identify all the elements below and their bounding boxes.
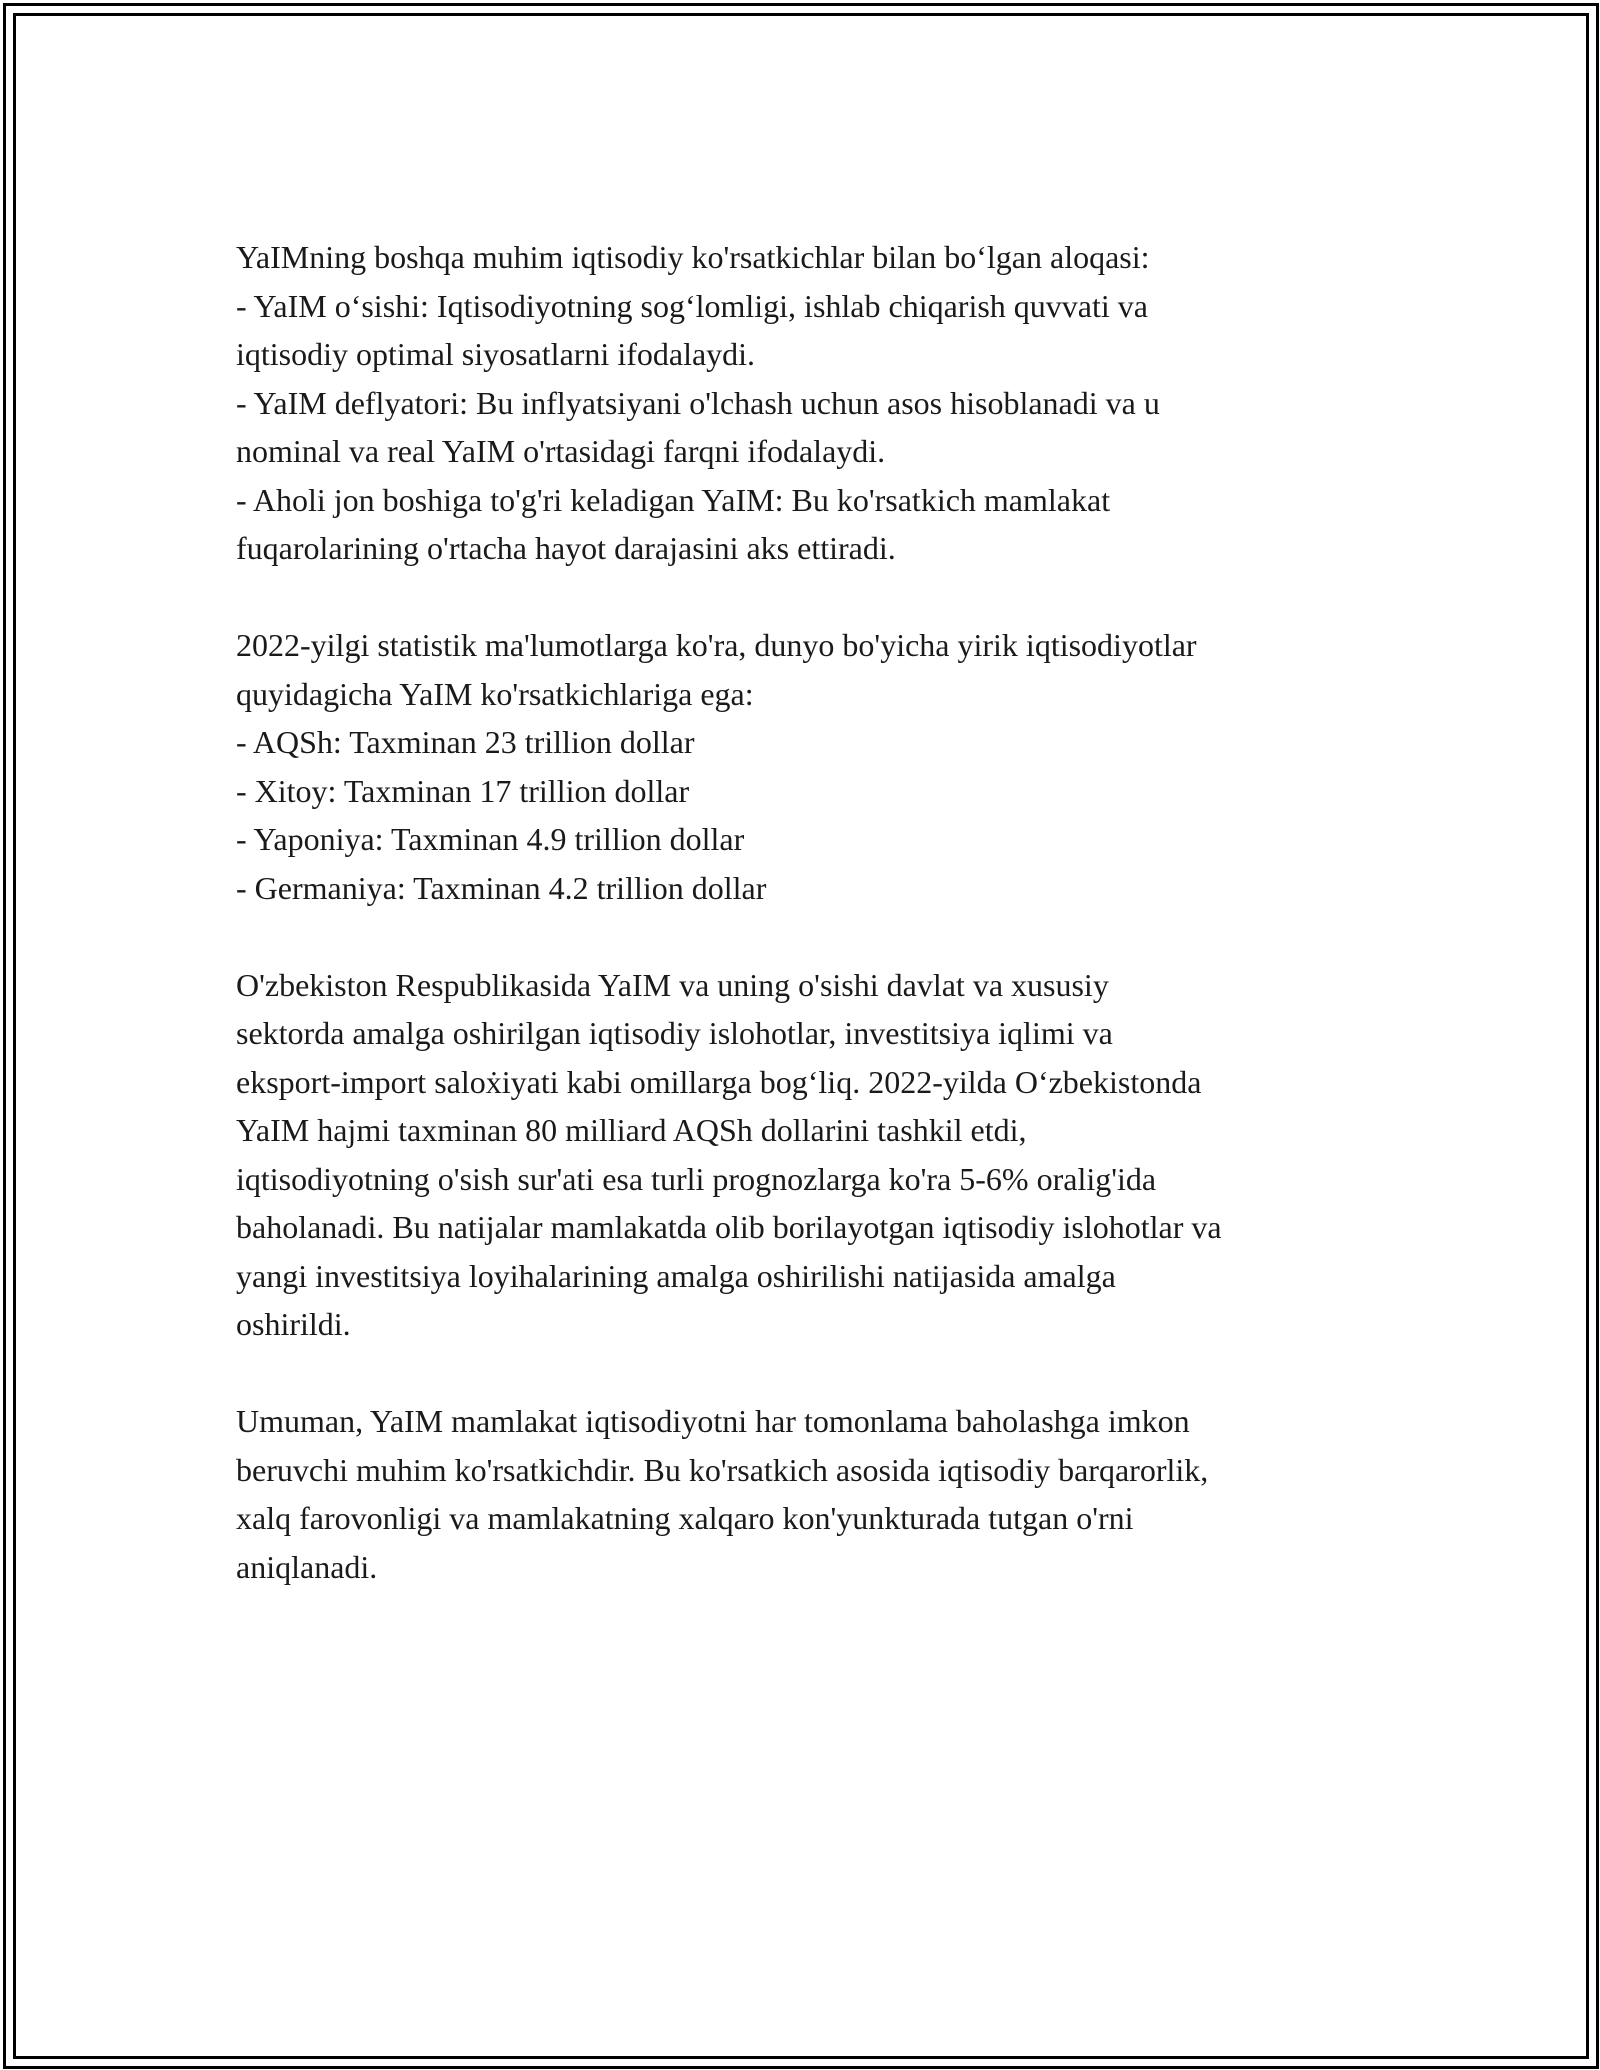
text-line: 2022-yilgi statistik ma'lumotlarga ko'ra, dunyo bo'yicha yirik iqtisodiyotlar xyxy=(236,627,1197,663)
text-line: eksport-import saloẋiyati kabi omillarga bog‘liq. 2022-yilda O‘zbekistonda xyxy=(236,1063,1202,1100)
text-line: iqtisodiyotning o'sish sur'ati esa turli prognozlarga ko'ra 5-6% oralig'ida xyxy=(236,1160,1157,1197)
text-line: iqtisodiy optimal siyosatlarni ifodalaydi. xyxy=(236,336,756,372)
text-line: - Aholi jon boshiga to'g'ri keladigan YaIM: Bu ko'rsatkich mamlakat xyxy=(236,481,1111,518)
text-line: beruvchi muhim ko'rsatkichdir. Bu ko'rsatkich asosida iqtisodiy barqarorlik, xyxy=(236,1451,1209,1488)
paragraph-world-gdp-2022 xyxy=(236,621,1386,912)
paragraph-conclusion xyxy=(236,1397,1386,1591)
text-line: baholanadi. Bu natijalar mamlakatda olib borilayotgan iqtisodiy islohotlar va xyxy=(236,1209,1222,1245)
text-line: - YaIM o‘sishi: Iqtisodiyotning sog‘lomligi, ishlab chiqarish quvvati va xyxy=(236,287,1148,324)
list-item: - AQSh: Taxminan 23 trillion dollar xyxy=(236,724,695,760)
text-line: fuqarolarining o'rtacha hayot darajasini aks ettiradi. xyxy=(236,530,896,566)
text-line: O'zbekiston Respublikasida YaIM va uning o'sishi davlat va xususiy xyxy=(236,966,1109,1003)
text-line: Umuman, YaIM mamlakat iqtisodiyotni har tomonlama baholashga imkon xyxy=(236,1403,1190,1439)
text-line: yangi investitsiya loyihalarining amalga oshirilishi natijasida amalga xyxy=(236,1257,1116,1294)
text-line: quyidagicha YaIM ko'rsatkichlariga ega: xyxy=(236,675,754,712)
text-line: YaIMning boshqa muhim iqtisodiy ko'rsatkichlar bilan bo‘lgan aloqasi: xyxy=(236,239,1150,275)
text-line: oshirildi. xyxy=(236,1306,351,1342)
text-line: - YaIM deflyatori: Bu inflyatsiyani o'lchash uchun asos hisoblanadi va u xyxy=(236,384,1160,421)
text-line: YaIM hajmi taxminan 80 milliard AQSh dollarini tashkil etdi, xyxy=(236,1112,1027,1148)
text-line: nominal va real YaIM o'rtasidagi farqni ifodalaydi. xyxy=(236,433,886,469)
text-line: aniqlanadi. xyxy=(236,1548,378,1585)
text-line: xalq farovonligi va mamlakatning xalqaro kon'yunkturada tutgan o'rni xyxy=(236,1500,1134,1536)
list-item: - Germaniya: Taxminan 4.2 trillion dollar xyxy=(236,869,767,906)
paragraph-uzbekistan-gdp xyxy=(236,961,1386,1349)
paragraph-gdp-indicators xyxy=(236,233,1386,573)
list-item: - Yaponiya: Taxminan 4.9 trillion dollar xyxy=(236,821,745,857)
document-body xyxy=(236,233,1386,1640)
text-line: sektorda amalga oshirilgan iqtisodiy islohotlar, investitsiya iqlimi va xyxy=(236,1015,1113,1051)
list-item: - Xitoy: Taxminan 17 trillion dollar xyxy=(236,772,690,809)
